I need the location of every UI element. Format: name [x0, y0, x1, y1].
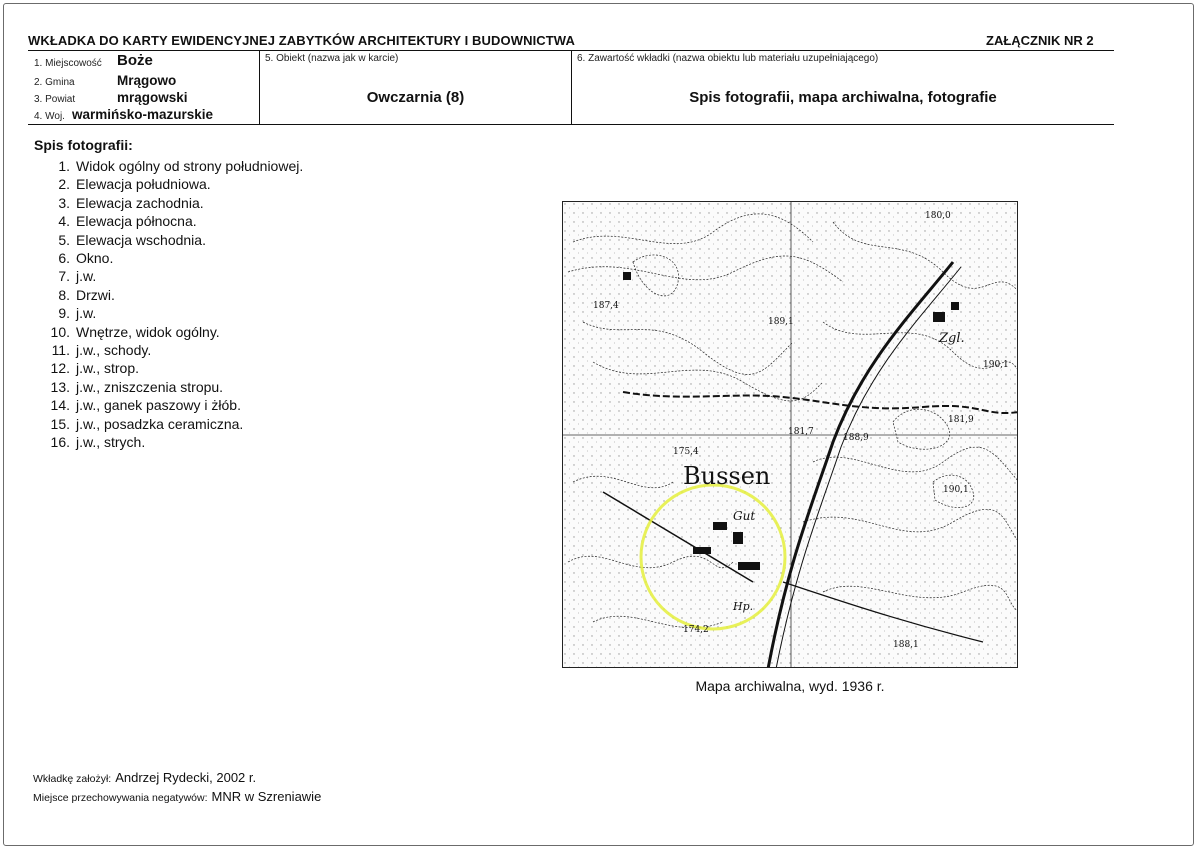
map-elevation: 181,7 [788, 427, 814, 437]
list-item: 7. j.w. [58, 268, 97, 285]
author-label: Wkładkę założył: [33, 773, 112, 785]
storage-value: MNR w Szreniawie [211, 789, 322, 804]
woj-label: 4. Woj. [34, 111, 65, 122]
map-elevation: 188,9 [843, 433, 869, 443]
map-town-label: Bussen [683, 462, 771, 490]
map-gut-label: Gut [733, 509, 756, 523]
list-item: 1. Widok ogólny od strony południowej. [58, 158, 304, 174]
storage-label: Miejsce przechowywania negatywów: [33, 792, 208, 804]
map-elevation: 187,4 [593, 301, 619, 311]
powiat-label: 3. Powiat [34, 94, 76, 105]
map-zgl-label: Zgl. [939, 331, 965, 346]
miejscowosc-label: 1. Miejscowość [34, 58, 102, 69]
list-item: 5. Elewacja wschodnia. [58, 231, 206, 248]
map-caption: Mapa archiwalna, wyd. 1936 r. [695, 678, 885, 694]
map-elevation: 175,4 [673, 447, 699, 457]
map-elevation: 174,2 [683, 625, 709, 635]
annex-number: ZAŁĄCZNIK NR 2 [986, 33, 1094, 48]
list-item: 9. j.w. [58, 305, 97, 322]
list-item: 2. Elewacja południowa. [58, 176, 211, 193]
map-hp-label: Hp. [733, 600, 754, 613]
contents-value: Spis fotografii, mapa archiwalna, fotografie [689, 89, 997, 106]
archival-map [562, 201, 1018, 668]
object-value: Owczarnia (8) [366, 89, 465, 106]
map-elevation: 188,1 [893, 640, 919, 650]
map-elevation: 180,0 [925, 211, 951, 221]
map-elevation: 190,1 [943, 485, 969, 495]
author-line [33, 770, 256, 785]
contents-label: 6. Zawartość wkładki (nazwa obiektu lub materiału uzupełniającego) [577, 53, 879, 64]
miejscowosc-value: Boże [117, 52, 153, 69]
map-elevation: 181,9 [948, 415, 974, 425]
photo-list-title: Spis fotografii: [34, 137, 133, 153]
list-item: 13. j.w., zniszczenia stropu. [50, 378, 224, 395]
list-item: 14. j.w., ganek paszowy i żłób. [50, 397, 241, 414]
gmina-label: 2. Gmina [34, 77, 75, 88]
table-divider-2 [571, 50, 572, 125]
document-title: WKŁADKA DO KARTY EWIDENCYJNEJ ZABYTKÓW ARCHITEKTURY I BUDOWNICTWA [28, 33, 575, 48]
list-item: 16. j.w., strych. [50, 434, 146, 451]
photo-list [44, 157, 303, 452]
author-value: Andrzej Rydecki, 2002 r. [115, 770, 257, 785]
object-label: 5. Obiekt (nazwa jak w karcie) [265, 53, 399, 64]
powiat-value: mrągowski [117, 90, 188, 105]
map-elevation: 189,1 [768, 317, 794, 327]
list-item: 8. Drzwi. [58, 286, 115, 303]
list-item: 4. Elewacja północna. [58, 213, 197, 230]
storage-line [33, 789, 321, 804]
list-item: 12. j.w., strop. [50, 360, 140, 377]
gmina-value: Mrągowo [117, 73, 177, 88]
table-divider-1 [259, 50, 260, 125]
list-item: 3. Elewacja zachodnia. [58, 194, 204, 211]
map-elevation: 190,1 [983, 360, 1009, 370]
list-item: 6. Okno. [58, 250, 114, 267]
woj-value: warmińsko-mazurskie [72, 107, 214, 122]
list-item: 10. Wnętrze, widok ogólny. [50, 323, 220, 340]
list-item: 15. j.w., posadzka ceramiczna. [50, 415, 244, 432]
list-item: 11. j.w., schody. [51, 342, 152, 359]
